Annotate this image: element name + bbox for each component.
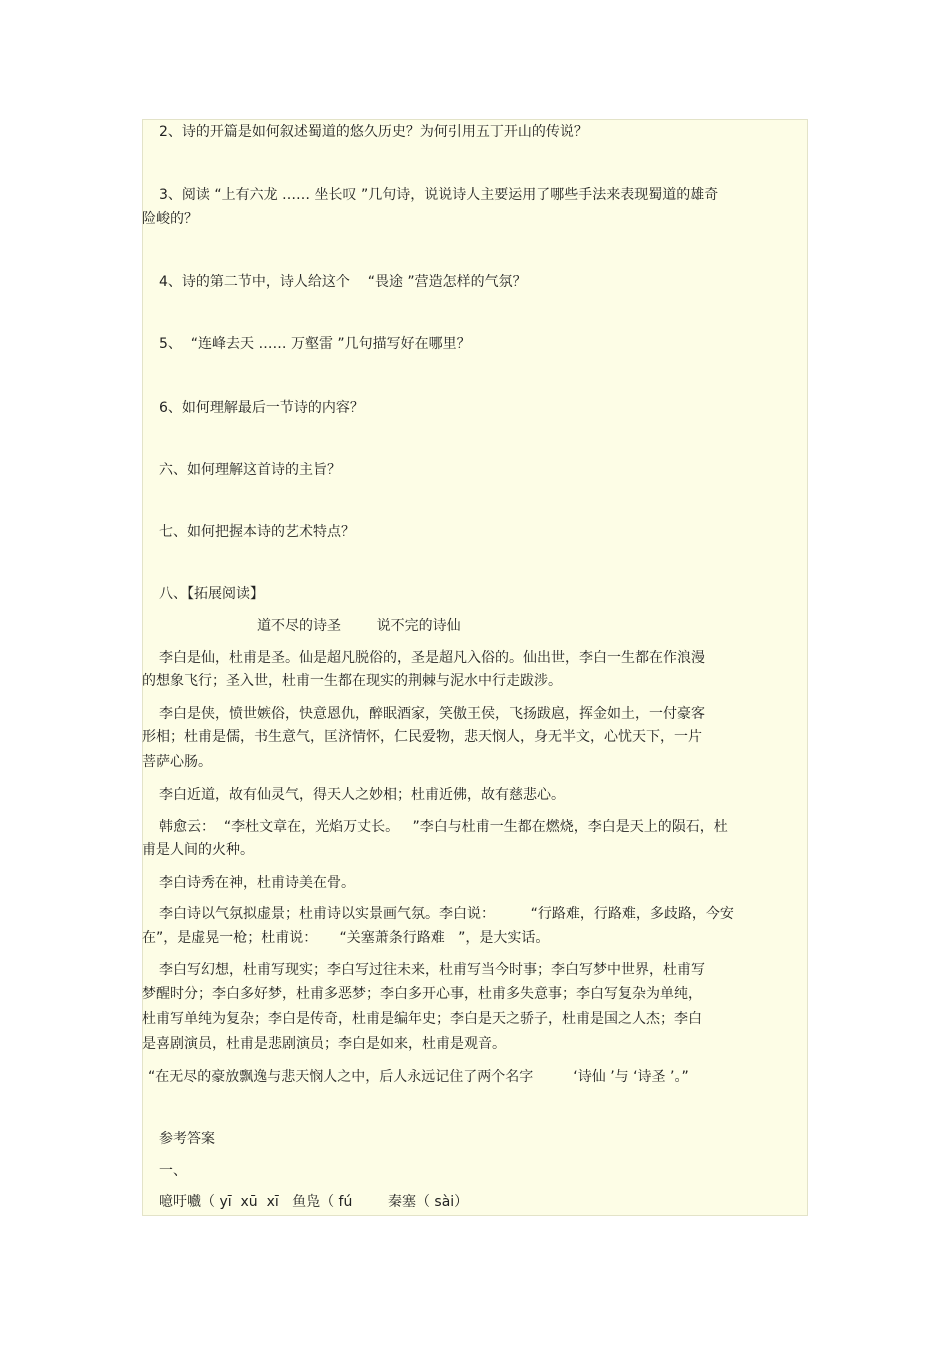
article-p6-line1: 李白诗以气氛拟虚景；杜甫诗以实景画气氛。李白说： “行路难，行路难，多歧路，今安 (159, 906, 734, 922)
article-p5: 李白诗秀在神，杜甫诗美在骨。 (159, 875, 355, 891)
article-p4-line1: 韩愈云： “李杜文章在，光焰万丈长。 ”李白与杜甫一生都在燃烧，李白是天上的陨石，杜 (159, 819, 728, 835)
question-4: 4、诗的第二节中，诗人给这个 “畏途 ”营造怎样的气氛？ (159, 274, 527, 290)
answers-pinyin-line: 噫吁嚱（ yī xū xī 鱼凫（ fú 秦塞（ sài） (159, 1194, 469, 1210)
answers-heading: 参考答案 (159, 1131, 215, 1147)
section-six: 六、如何理解这首诗的主旨？ (159, 462, 341, 478)
question-3-line2: 险峻的？ (142, 211, 198, 227)
article-p2-line1: 李白是侠，愤世嫉俗，快意恩仇，醉眠酒家，笑傲王侯，飞扬跋扈，挥金如土，一付豪客 (159, 706, 705, 722)
article-p7-line2: 梦醒时分；李白多好梦，杜甫多恶梦；李白多开心事，杜甫多失意事；李白写复杂为单纯， (142, 986, 702, 1002)
answers-section-one: 一、 (159, 1163, 187, 1179)
article-p7-line1: 李白写幻想，杜甫写现实；李白写过往未来，杜甫写当今时事；李白写梦中世界，杜甫写 (159, 962, 705, 978)
article-p3: 李白近道，故有仙灵气，得天人之妙相；杜甫近佛，故有慈悲心。 (159, 787, 565, 803)
article-p1-line1: 李白是仙，杜甫是圣。仙是超凡脱俗的，圣是超凡入俗的。仙出世，李白一生都在作浪漫 (159, 650, 705, 666)
article-p7-line4: 是喜剧演员，杜甫是悲剧演员；李白是如来，杜甫是观音。 (142, 1036, 506, 1052)
question-5: 5、 “连峰去天 …… 万壑雷 ”几句描写好在哪里？ (159, 336, 471, 352)
article-p7-line3: 杜甫写单纯为复杂；李白是传奇，杜甫是编年史；李白是天之骄子，杜甫是国之人杰；李白 (142, 1011, 702, 1027)
section-seven: 七、如何把握本诗的艺术特点？ (159, 524, 355, 540)
article-p2-line2: 形相；杜甫是儒，书生意气，匡济情怀，仁民爱物，悲天悯人，身无半文，心忧天下，一片 (142, 729, 702, 745)
question-6: 6、如何理解最后一节诗的内容？ (159, 400, 364, 416)
article-p8: “在无尽的豪放飘逸与悲天悯人之中，后人永远记住了两个名字 ‘诗仙 ’与 ‘诗圣 ’。” (148, 1069, 689, 1085)
article-p6-line2: 在”，是虚晃一枪；杜甫说： “关塞萧条行路难 ”，是大实话。 (142, 930, 550, 946)
article-p4-line2: 甫是人间的火种。 (142, 842, 254, 858)
article-title: 道不尽的诗圣 说不完的诗仙 (257, 618, 461, 634)
question-3-line1: 3、阅读 “上有六龙 …… 坐长叹 ”几句诗，说说诗人主要运用了哪些手法来表现蜀道的雄奇 (159, 187, 719, 203)
article-p2-line3: 菩萨心肠。 (142, 754, 212, 770)
question-2: 2、诗的开篇是如何叙述蜀道的悠久历史？为何引用五丁开山的传说？ (159, 124, 588, 140)
article-p1-line2: 的想象飞行；圣入世，杜甫一生都在现实的荆棘与泥水中行走跋涉。 (142, 673, 562, 689)
section-eight-heading: 八、【拓展阅读】 (159, 586, 264, 602)
